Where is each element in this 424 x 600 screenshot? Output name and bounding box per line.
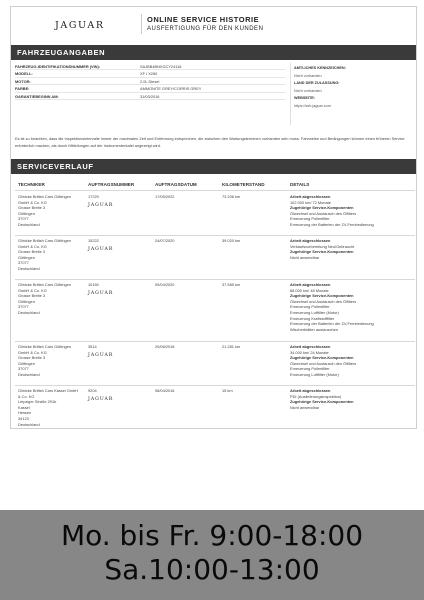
registration-key: AMTLICHES KENNZEICHEN:	[294, 66, 346, 70]
tech-line: Göttingen	[18, 210, 35, 216]
vehicle-details	[15, 63, 285, 100]
tech-line: Grosse Breite 3	[18, 205, 46, 211]
date-cell: 09/04/2020	[155, 282, 175, 287]
registration-value: Nicht vorhanden	[294, 74, 322, 78]
mileage-cell: 37.585 km	[222, 282, 241, 287]
technician-cell	[15, 386, 85, 429]
vehicle-row	[15, 78, 285, 85]
detail-line: Erneuerung der Batterien der ZV-Fernbedienung	[290, 321, 374, 327]
tech-line: Deutschland	[18, 371, 40, 377]
detail-line: Wischerblätter austauschen	[290, 326, 339, 332]
service-history-document	[10, 6, 417, 429]
detail-line: Ölwechsel und Austausch des Ölfilters	[290, 210, 357, 216]
tech-line: Leipziger Straße 291b	[18, 399, 57, 405]
vehicle-key: FARBE:	[15, 86, 30, 92]
order-cell	[85, 386, 152, 429]
tech-line: Deutschland	[18, 421, 40, 427]
order-cell	[85, 192, 152, 235]
order-number: 15222	[88, 238, 99, 243]
tech-line: Göttingen	[18, 298, 35, 304]
vehicle-value: 2.0L Diesel	[140, 78, 160, 84]
vehicle-registration	[290, 63, 414, 125]
document-subtitle: AUSFERTIGUNG FÜR DEN KUNDEN	[147, 26, 264, 32]
tech-line: & Co. KG	[18, 393, 35, 399]
tech-line: Glinicke British Cars Göttingen	[18, 282, 71, 287]
tech-line: 37077	[18, 304, 29, 310]
vehicle-key: MOTOR:	[15, 78, 31, 84]
table-row	[15, 236, 415, 280]
detail-line: Erneuerung Pollenfilter	[290, 304, 330, 310]
tech-line: GmbH & Co. KG	[18, 243, 47, 249]
detail-line: Ölwechsel und Austausch des Ölfilters	[290, 298, 357, 304]
detail-line: Erneuerung Luftfilter (Motor)	[290, 371, 339, 377]
jaguar-logo-small: JAGUAR	[88, 202, 114, 208]
website-key: WEBSEITE:	[294, 96, 316, 100]
detail-line: PDI (Auslieferungsinspektion)	[290, 393, 342, 399]
hours-weekdays: Mo. bis Fr. 9:00-18:00	[60, 519, 364, 552]
col-order-number: AUFTRAGSNUMMER	[88, 182, 135, 187]
mileage-cell: 39.020 km	[222, 238, 241, 243]
tech-line: Hessen	[18, 410, 32, 416]
title-block	[147, 15, 263, 32]
tech-line: Glinicke British Cars Göttingen	[18, 238, 71, 243]
detail-line: Erneuerung Pollenfilter	[290, 366, 330, 372]
tech-line: Kassel	[18, 404, 30, 410]
detail-line: 102.000 km/ 72 Monate	[290, 199, 331, 205]
technician-cell	[15, 280, 85, 341]
detail-line: Erneuerung Pollenfilter	[290, 216, 330, 222]
tech-line: GmbH & Co. KG	[18, 199, 47, 205]
vehicle-row	[15, 70, 285, 77]
tech-line: 37077	[18, 216, 29, 222]
header-divider	[141, 14, 142, 34]
technician-cell	[15, 192, 85, 235]
col-mileage: KILOMETERSTAND	[222, 182, 265, 187]
vehicle-key: MODELL:	[15, 71, 33, 77]
vehicle-value: SAJBB4BNXGCY24116	[140, 64, 182, 69]
detail-line: Arbeit abgeschlossen	[290, 194, 331, 199]
tech-line: 37077	[18, 366, 29, 372]
document-header	[11, 7, 416, 41]
vehicle-value: AMMONITE GREY/CORRIS GREY	[140, 86, 202, 92]
technician-cell	[15, 342, 85, 385]
detail-line: Arbeit abgeschlossen	[290, 238, 331, 243]
order-cell	[85, 342, 152, 385]
jaguar-logo-small: JAGUAR	[88, 396, 114, 402]
jaguar-logo-small: JAGUAR	[88, 290, 114, 296]
details-cell	[287, 386, 415, 429]
table-row	[15, 192, 415, 236]
tech-line: Glinicke British Cars Göttingen	[18, 194, 71, 199]
vehicle-row	[15, 85, 285, 92]
vehicle-value: XF / X260	[140, 71, 158, 77]
order-cell	[85, 280, 152, 341]
vehicle-row	[15, 93, 285, 100]
date-cell: 17/05/2022	[155, 194, 175, 199]
detail-line: 34.000 km/ 24 Monate	[290, 349, 329, 355]
vehicle-row	[15, 63, 285, 70]
tech-line: Grosse Breite 3	[18, 355, 46, 361]
vehicle-key: GARANTIEBEGINN AM:	[15, 93, 59, 99]
detail-line: Erneuerung Luftfilter (Motor)	[290, 309, 339, 315]
table-row	[15, 342, 415, 386]
col-details: DETAILS	[290, 182, 310, 187]
detail-line: Nicht anwendbar	[290, 404, 320, 410]
tech-line: Deutschland	[18, 221, 40, 227]
details-cell	[287, 342, 415, 385]
detail-line: Arbeit abgeschlossen	[290, 282, 331, 287]
tech-line: GmbH & Co. KG	[18, 349, 47, 355]
details-cell	[287, 236, 415, 279]
country-key: LAND DER ZULASSUNG:	[294, 81, 340, 85]
table-row	[15, 386, 415, 429]
detail-line: Nicht anwendbar	[290, 254, 320, 260]
opening-hours-banner	[0, 510, 424, 600]
tech-line: Glinicke British Cars Kassel GmbH	[18, 388, 79, 393]
detail-line: Zugehörige Service-Komponenten	[290, 205, 354, 211]
detail-line: Arbeit abgeschlossen	[290, 388, 331, 393]
mileage-cell: 21.281 km	[222, 344, 241, 349]
date-cell: 20/06/2018	[155, 344, 175, 349]
vehicle-section-title: FAHRZEUGANGABEN	[11, 45, 416, 60]
order-cell	[85, 236, 152, 279]
technician-cell	[15, 236, 85, 279]
jaguar-logo-small: JAGUAR	[88, 246, 114, 252]
order-number: 3514	[88, 344, 97, 349]
tech-line: 37077	[18, 260, 29, 266]
detail-line: Zugehörige Service-Komponenten	[290, 293, 354, 299]
order-number: 10150	[88, 282, 99, 287]
detail-line: Erneuerung der Batterien der ZV-Fernbedienung	[290, 221, 374, 227]
details-cell	[287, 192, 415, 235]
order-number: 17220	[88, 194, 99, 199]
vehicle-key: FAHRZEUG-IDENTIFIKATIONSNUMMER (VIN):	[15, 64, 101, 69]
date-cell: 24/07/2020	[155, 238, 175, 243]
country-value: Nicht vorhanden	[294, 89, 322, 93]
table-row	[15, 280, 415, 342]
order-number: 9204	[88, 388, 97, 393]
tech-line: Glinicke British Cars Göttingen	[18, 344, 71, 349]
document-title: ONLINE SERVICE HISTORIE	[147, 15, 260, 24]
detail-line: Arbeit abgeschlossen	[290, 344, 331, 349]
jaguar-logo: JAGUAR	[55, 20, 105, 31]
col-technician: TECHNIKER	[18, 182, 45, 187]
detail-line: Zugehörige Service-Komponenten	[290, 249, 354, 255]
details-cell	[287, 280, 415, 341]
tech-line: Grosse Breite 3	[18, 293, 46, 299]
tech-line: 34123	[18, 415, 29, 421]
tech-line: GmbH & Co. KG	[18, 287, 47, 293]
mileage-cell: 73.206 km	[222, 194, 241, 199]
tech-line: Deutschland	[18, 265, 40, 271]
service-disclaimer: Es ist zu beachten, dass die Inspektionsintervalle immer der maximalen Zeit und Entfernung entsprechen, die zwischen den Wartungsterminen vorhanden sein muss. Fahrweise und Bedingungen können einen früheren Service erforderlich machen, als durch Mitteilungen auf der Instrumententafel angezeigt wird.	[15, 136, 405, 149]
tech-line: Göttingen	[18, 360, 35, 366]
detail-line: Verkaufsvorbereitung Neu/Gebraucht	[290, 243, 355, 249]
hours-saturday: Sa.10:00-13:00	[104, 553, 320, 586]
col-order-date: AUFTRAGSDATUM	[155, 182, 197, 187]
detail-line: 68.000 km/ 48 Monate	[290, 287, 329, 293]
detail-line: Ölwechsel und Austausch des Ölfilters	[290, 360, 357, 366]
date-cell: 08/04/2016	[155, 388, 175, 393]
service-section-title: SERVICEVERLAUF	[11, 159, 416, 174]
tech-line: Deutschland	[18, 309, 40, 315]
detail-line: Zugehörige Service-Komponenten	[290, 355, 354, 361]
jaguar-logo-small: JAGUAR	[88, 352, 114, 358]
website-link[interactable]: https://ssh.jaguar.com	[294, 104, 331, 108]
detail-line: Erneuerung Kraftstofffilter	[290, 315, 335, 321]
service-table-header	[15, 182, 415, 191]
detail-line: Zugehörige Service-Komponenten	[290, 399, 354, 405]
tech-line: Grosse Breite 3	[18, 249, 46, 255]
mileage-cell: 15 km	[222, 388, 233, 393]
tech-line: Göttingen	[18, 254, 35, 260]
vehicle-value: 31/03/2016	[140, 93, 160, 99]
